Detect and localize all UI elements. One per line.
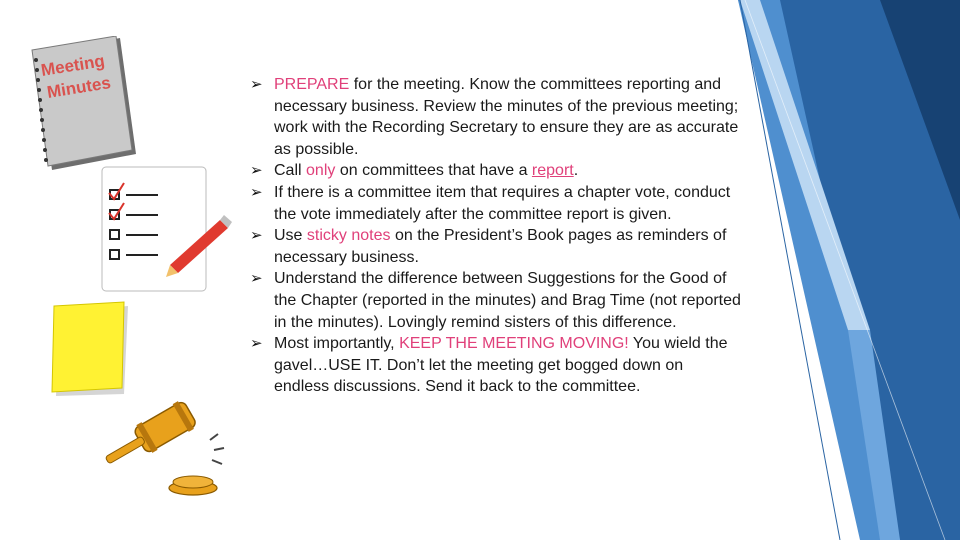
bullet-text: for the meeting. Know the committees reporting and necessary business. Review the minutes of the previous meeting; work with the Recording Secretary to ensure they are as accurate as possible. — [274, 76, 739, 158]
arrow-bullet-icon: ➢ — [250, 227, 263, 245]
bullet-text: If there is a committee item that requires a chapter vote, conduct the vote immediately after the committee report is given. — [274, 183, 731, 223]
bullet-text: on the President’s Book pages as reminders of necessary business. — [274, 227, 727, 266]
notebook-title-line2: Minutes — [45, 73, 113, 102]
arrow-bullet-icon: ➢ — [250, 335, 263, 353]
notebook-icon — [18, 36, 138, 176]
bullet-text: Use — [274, 227, 307, 245]
notebook-title-line1: Meeting — [39, 51, 107, 80]
highlighted-text: report — [531, 162, 574, 180]
bullet-item — [246, 268, 741, 333]
arrow-bullet-icon: ➢ — [250, 162, 263, 180]
bullet-item — [246, 182, 741, 225]
bullet-text: Understand the difference between Suggestions for the Good of the Chapter (reported in the minutes) and Brag Time (not reported in the minutes). Lovingly remind sisters of this difference. — [274, 270, 741, 331]
bullet-text: on committees that have a — [335, 162, 532, 180]
bullet-text: . — [573, 162, 579, 180]
highlighted-text: PREPARE — [274, 76, 350, 93]
bullet-item — [246, 333, 741, 398]
highlighted-text: only — [306, 162, 336, 180]
highlighted-text: sticky notes — [306, 227, 391, 245]
arrow-bullet-icon: ➢ — [250, 183, 263, 201]
bullet-list — [246, 74, 741, 398]
bullet-text: Most importantly, — [274, 335, 400, 353]
sticky-note-icon — [50, 300, 140, 400]
bullet-item — [246, 225, 741, 268]
bullet-text: Call — [274, 162, 307, 180]
arrow-bullet-icon: ➢ — [250, 76, 263, 93]
arrow-bullet-icon: ➢ — [250, 270, 263, 288]
bullet-item — [246, 160, 741, 182]
highlighted-text: KEEP THE MEETING MOVING! — [399, 335, 629, 353]
bullet-text: You wield the gavel…USE IT. Don’t let the meeting get bogged down on endless discussions. Send it back to the committee. — [274, 335, 728, 396]
gavel-icon — [98, 390, 233, 500]
checklist-icon — [100, 165, 260, 295]
bullet-item — [246, 74, 741, 160]
